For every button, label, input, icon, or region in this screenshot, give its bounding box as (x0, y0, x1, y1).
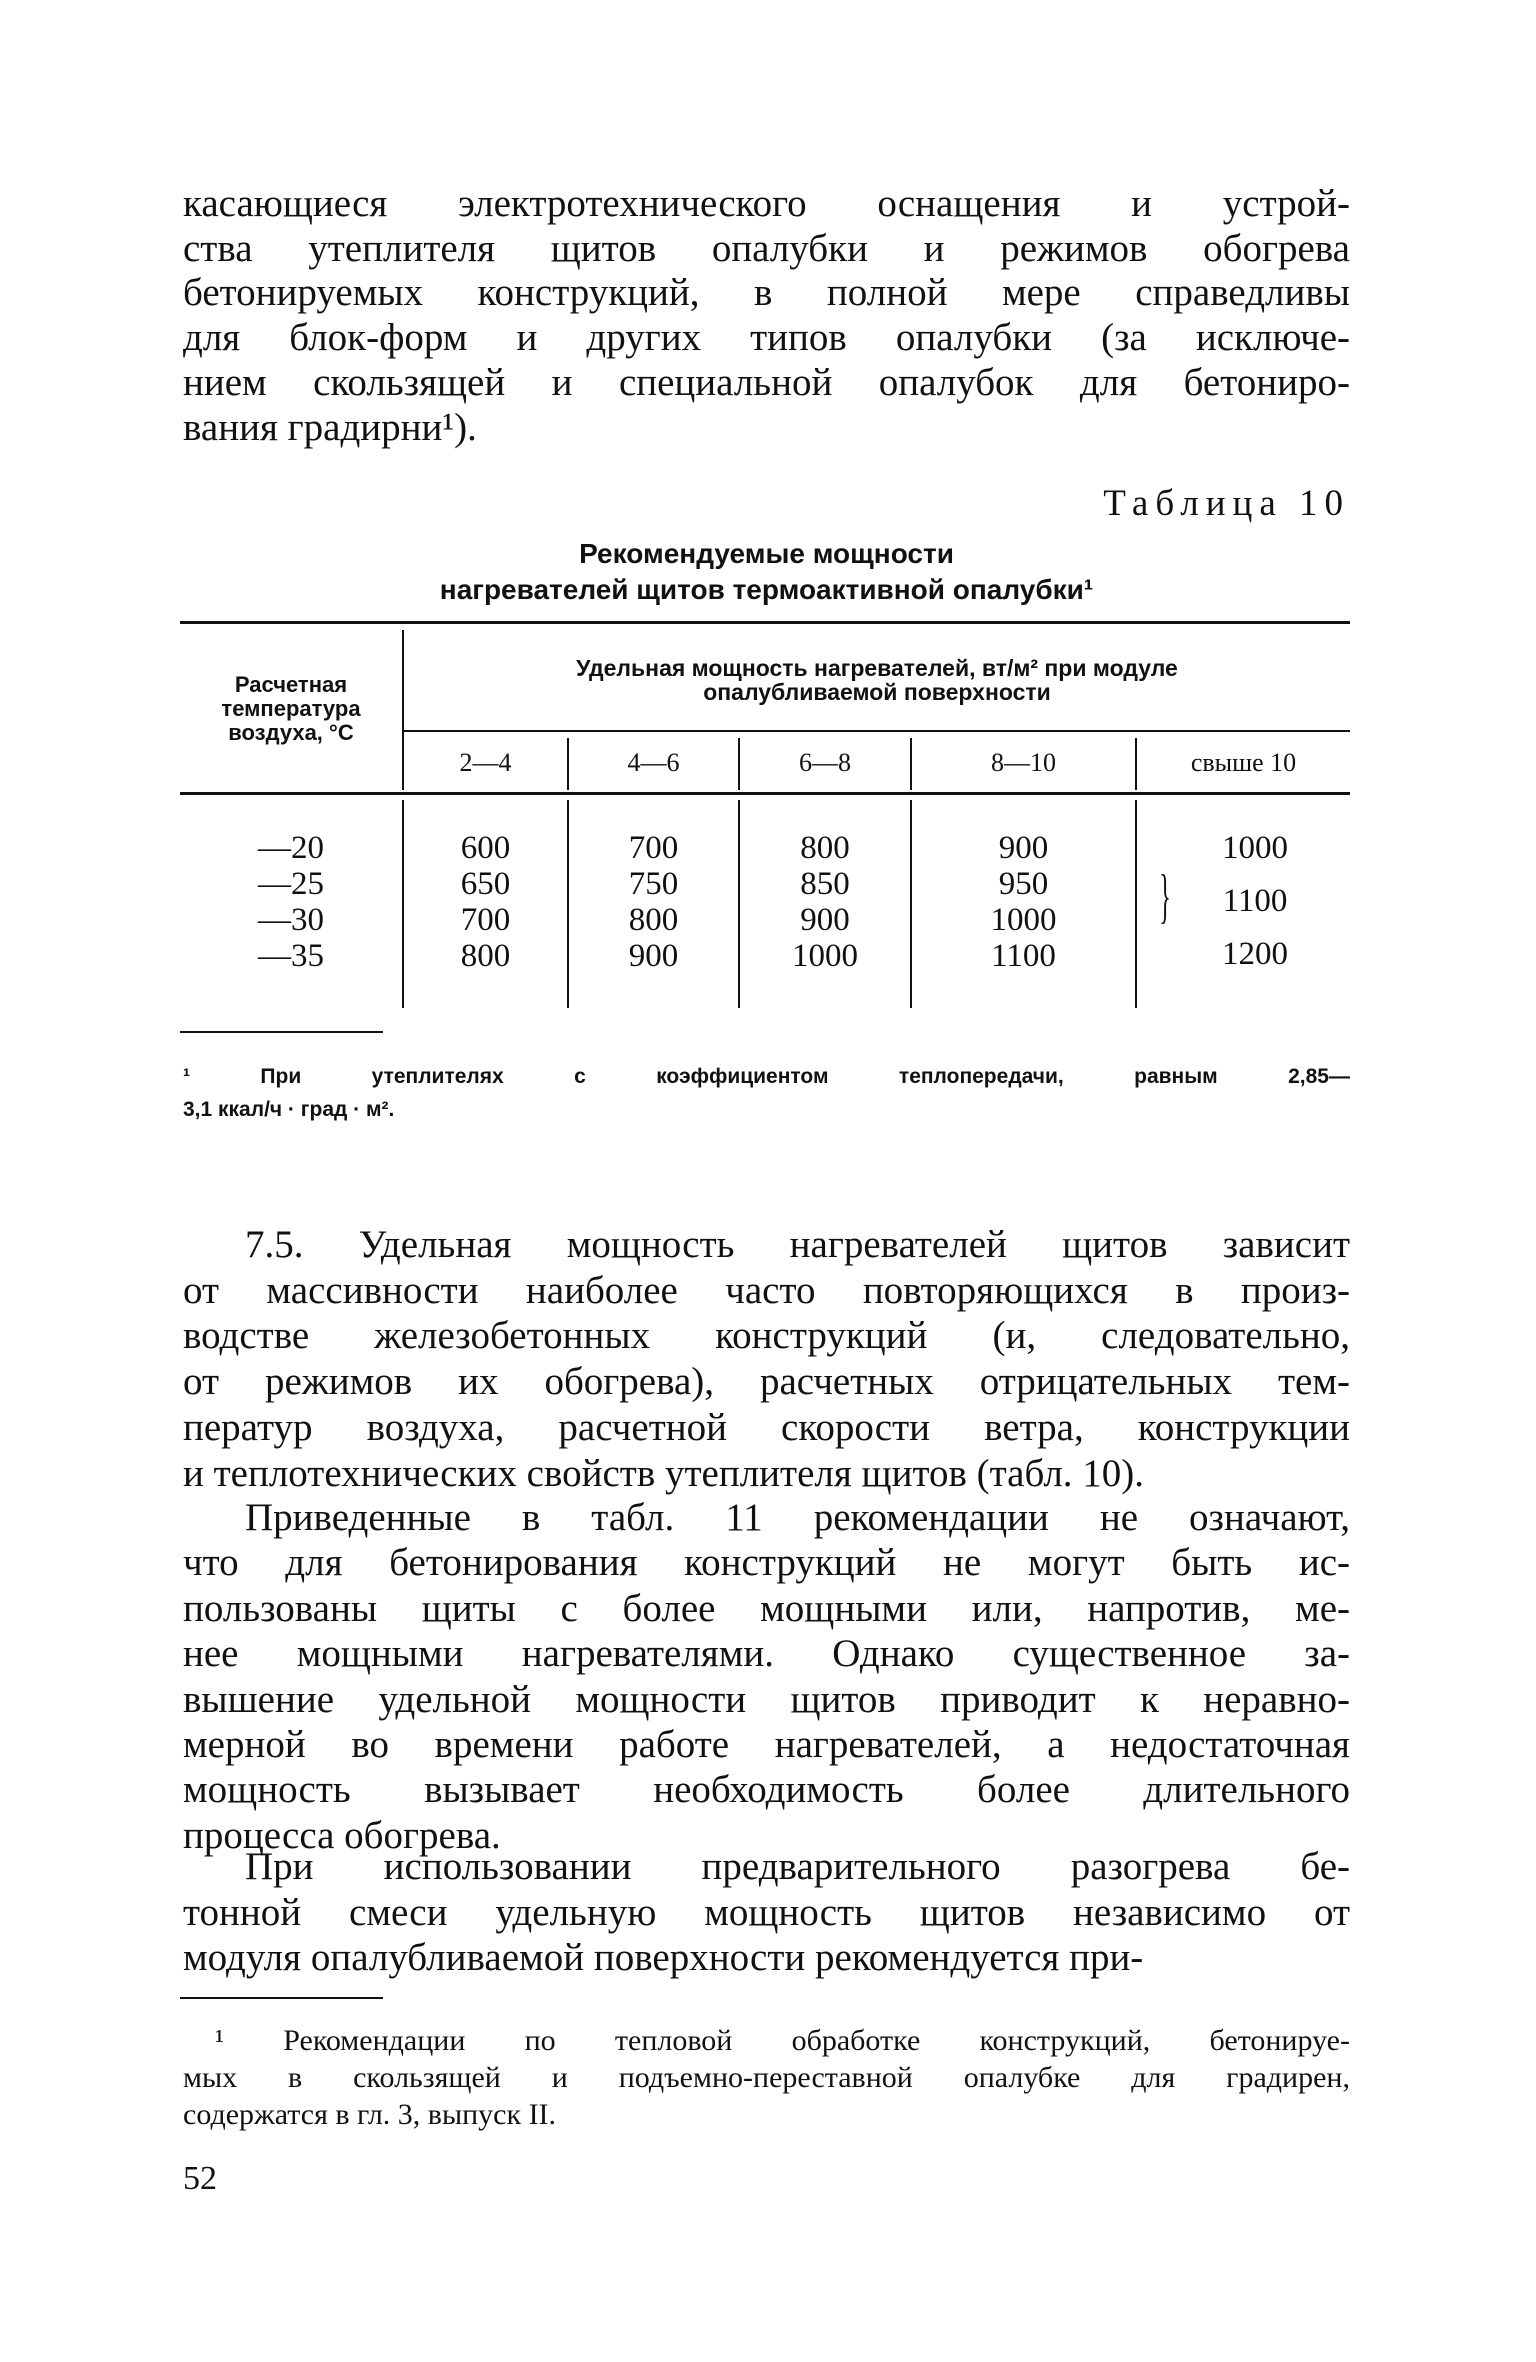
value-cell: 650 (460, 866, 511, 902)
text-line: мощность вызывает необходимость более длительного (183, 1768, 1350, 1812)
page-number: 52 (183, 2160, 217, 2197)
value-cell: 1000 (990, 902, 1057, 938)
footnote-rule (180, 1031, 383, 1033)
value-cell: 1200 (1222, 936, 1288, 972)
column-header: 2—4 (459, 748, 512, 777)
table-title-line-2: нагревателей щитов термоактивной опалубки¹ (439, 574, 1094, 605)
text-line: Приведенные в табл. 11 рекомендации не означают, (245, 1496, 1350, 1539)
text-line: бетонируемых конструкций, в полной мере справедливы (183, 271, 1350, 315)
value-cell: 900 (628, 938, 679, 974)
value-cell: 950 (998, 866, 1049, 902)
page-footnote-line: содержатся в гл. 3, выпуск II. (183, 2098, 557, 2131)
value-cell: 1100 (991, 938, 1056, 974)
temperature-cell: —30 (258, 902, 324, 938)
page-footnote-line: ¹ Рекомендации по тепловой обработке конструкций, бетонируе- (215, 2024, 1350, 2057)
text-line: касающиеся электротехнического оснащения и устрой- (183, 182, 1350, 225)
group-header-line: Удельная мощность нагревателей, вт/м² при модуле (576, 655, 1178, 681)
value-cell: 600 (460, 830, 511, 866)
value-cell: 700 (628, 830, 679, 866)
row-header (180, 673, 402, 745)
value-cell: 800 (628, 902, 679, 938)
table-top-rule (180, 621, 1350, 624)
column-header: 8—10 (991, 748, 1056, 777)
page-footnote-line: мых в скользящей и подъемно-переставной опалубке для градирен, (183, 2061, 1350, 2094)
group-header-line: опалубливаемой поверхности (703, 679, 1051, 705)
temperature-cell: —20 (258, 830, 324, 866)
text-line: 7.5. Удельная мощность нагревателей щитов зависит (245, 1223, 1350, 1266)
text-line: нием скользящей и специальной опалубок для бетониро- (183, 360, 1350, 404)
text-line: вания градирни¹). (183, 405, 477, 449)
text-line: пользованы щиты с более мощными или, напротив, ме- (183, 1586, 1350, 1630)
text-line: и теплотехнических свойств утеплителя щитов (табл. 10). (183, 1451, 1145, 1495)
value-cell: 700 (460, 902, 511, 938)
row-header-line: воздуха, °С (228, 720, 354, 745)
text-line: вышение удельной мощности щитов приводит к неравно- (183, 1677, 1350, 1721)
table-number: Таблица 10 (1103, 483, 1350, 524)
value-cell: 900 (998, 830, 1049, 866)
table-footnote-line: ¹ При утеплителях с коэффициентом теплопередачи, равным 2,85— (183, 1065, 1350, 1088)
column-header: свыше 10 (1190, 748, 1297, 777)
table-title-line-1: Рекомендуемые мощности (579, 538, 954, 569)
text-line: от режимов их обогрева), расчетных отрицательных тем- (183, 1360, 1350, 1404)
value-cell: 850 (800, 866, 850, 902)
brace-icon: } (1159, 863, 1171, 929)
text-line: тонной смеси удельную мощность щитов независимо от (183, 1890, 1350, 1934)
text-line: ператур воздуха, расчетной скорости ветра, конструкции (183, 1405, 1350, 1449)
text-line: При использовании предварительного разогрева бе- (245, 1845, 1350, 1888)
table-header-bottom-rule (180, 792, 1350, 795)
row-header-line: Расчетная (234, 672, 348, 697)
temperature-cell: —35 (258, 938, 324, 974)
value-cell: 800 (800, 830, 850, 866)
column-header: 6—8 (799, 748, 851, 777)
table-header-rule (403, 730, 1350, 732)
text-line: ства утеплителя щитов опалубки и режимов обогрева (183, 226, 1350, 270)
text-line: модуля опалубливаемой поверхности рекомендуется при- (183, 1936, 1144, 1979)
text-line: водстве железобетонных конструкций (и, следовательно, (183, 1314, 1350, 1358)
divider (1135, 800, 1137, 1008)
column-header: 4—6 (627, 748, 680, 777)
value-cell: 1000 (1222, 830, 1288, 866)
row-header-line: температура (221, 696, 361, 721)
value-cell: 900 (800, 902, 850, 938)
value-cell: 1100 (1222, 883, 1288, 919)
value-cell: 1000 (792, 938, 858, 974)
text-line: для блок-форм и других типов опалубки (за исключе- (183, 316, 1350, 360)
text-line: от массивности наиболее часто повторяющихся в произ- (183, 1268, 1350, 1312)
text-line: нее мощными нагревателями. Однако существенное за- (183, 1632, 1350, 1676)
text-line: мерной во времени работе нагревателей, а недостаточная (183, 1723, 1350, 1766)
value-cell: 800 (460, 938, 511, 974)
text-line: что для бетонирования конструкций не могут быть ис- (183, 1541, 1350, 1585)
table-footnote-line: 3,1 ккал/ч · град · м². (183, 1098, 395, 1121)
group-header (404, 656, 1350, 704)
text-line: процесса обогрева. (183, 1813, 501, 1857)
temperature-cell: —25 (258, 866, 324, 902)
page-footnote-rule (180, 1997, 383, 1999)
value-cell: 750 (628, 866, 679, 902)
